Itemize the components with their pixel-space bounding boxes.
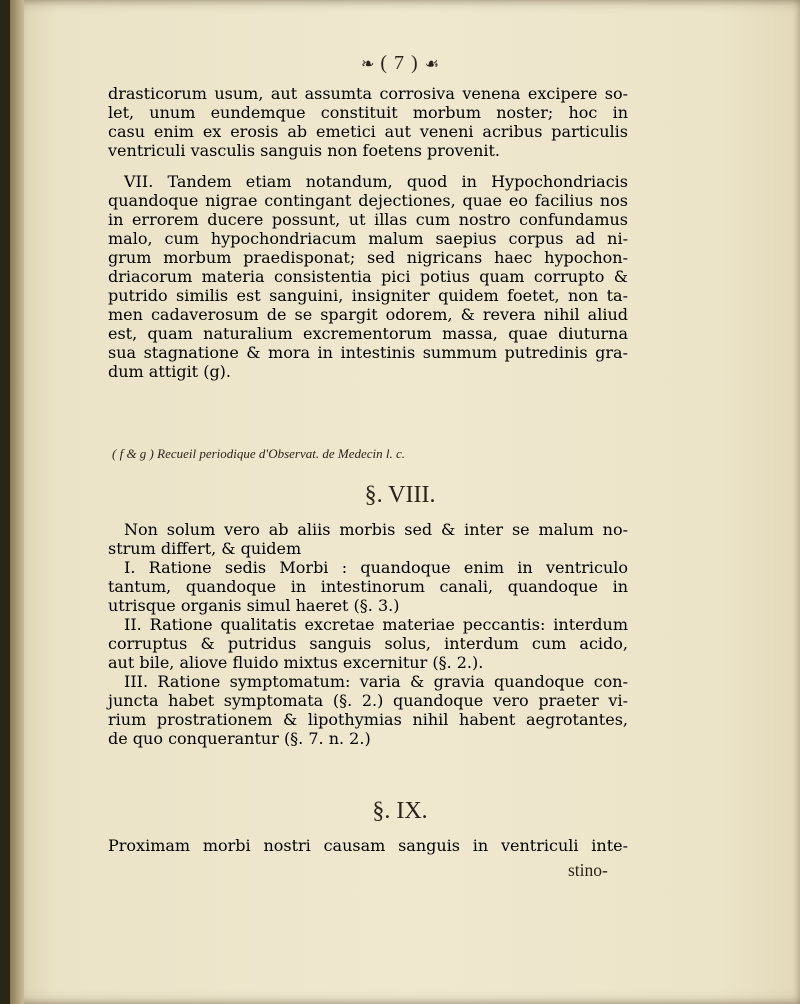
text-line: Non solum vero ab aliis morbis sed & inter se malum no- bbox=[124, 520, 628, 539]
text-line: VII. Tandem etiam notandum, quod in Hypochondriacis bbox=[124, 172, 628, 191]
text-line: utrisque organis simul haeret (§. 3.) bbox=[108, 596, 400, 615]
text-line: driacorum materia consistentia pici potius quam corrupto & bbox=[108, 267, 628, 286]
text-line: tantum, quandoque in intestinorum canali, quandoque in bbox=[108, 577, 628, 596]
text-line: I. Ratione sedis Morbi : quandoque enim in ventriculo bbox=[124, 558, 628, 577]
paragraph-1 bbox=[108, 84, 628, 160]
left-ornament: ❧ bbox=[360, 56, 375, 73]
text-line: aut bile, aliove fluido mixtus excernitur (§. 2.). bbox=[108, 653, 484, 672]
section-heading-viii: §. VIII. bbox=[364, 482, 436, 508]
text-line: sua stagnatione & mora in intestinis summum putredinis gra- bbox=[108, 343, 628, 362]
text-line: III. Ratione symptomatum: varia & gravia quandoque con- bbox=[124, 672, 628, 691]
text-line: in errorem ducere possunt, ut illas cum nostro confundamus bbox=[108, 210, 628, 229]
text-line: putrido similis est sanguini, insigniter quidem foetet, non ta- bbox=[108, 286, 628, 305]
text-line: corruptus & putridus sanguis solus, interdum cum acido, bbox=[108, 634, 628, 653]
paragraph-vii bbox=[108, 172, 628, 381]
footnote: ( f & g ) Recueil periodique d'Observat. de Medecin l. c. bbox=[112, 446, 406, 461]
text-line: drasticorum usum, aut assumta corrosiva venena excipere so- bbox=[108, 84, 628, 103]
section-heading-ix: §. IX. bbox=[372, 798, 428, 824]
text-line: II. Ratione qualitatis excretae materiae peccantis: interdum bbox=[124, 615, 628, 634]
text-line: est, quam naturalium excrementorum massa, quae diuturna bbox=[108, 324, 628, 343]
catchword: stino- bbox=[568, 860, 608, 880]
text-line: juncta habet symptomata (§. 2.) quandoque vero praeter vi- bbox=[108, 691, 628, 710]
paragraph-viii bbox=[108, 520, 628, 748]
text-line: malo, cum hypochondriacum malum saepius corpus ad ni- bbox=[108, 229, 628, 248]
text-line: rium prostrationem & lipothymias nihil habent aegrotantes, bbox=[108, 710, 628, 729]
page-header bbox=[0, 52, 800, 75]
text-line: ventriculi vasculis sanguis non foetens provenit. bbox=[108, 141, 501, 160]
text-line: casu enim ex erosis ab emetici aut veneni acribus particulis bbox=[108, 122, 628, 141]
text-line: de quo conquerantur (§. 7. n. 2.) bbox=[108, 729, 371, 748]
text-line: grum morbum praedisponat; sed nigricans haec hypochon- bbox=[108, 248, 628, 267]
text-line: Proximam morbi nostri causam sanguis in ventriculi inte- bbox=[108, 836, 628, 855]
text-line: strum differt, & quidem bbox=[108, 539, 302, 558]
text-line: men cadaverosum de se spargit odorem, & revera nihil aliud bbox=[108, 305, 628, 324]
page-number: ( 7 ) bbox=[380, 52, 419, 74]
right-ornament: ☙ bbox=[424, 56, 440, 73]
text-line: dum attigit (g). bbox=[108, 362, 232, 381]
text-line: quandoque nigrae contingant dejectiones, quae eo facilius nos bbox=[108, 191, 628, 210]
text-line: let, unum eundemque constituit morbum noster; hoc in bbox=[108, 103, 628, 122]
paragraph-ix bbox=[108, 836, 628, 855]
